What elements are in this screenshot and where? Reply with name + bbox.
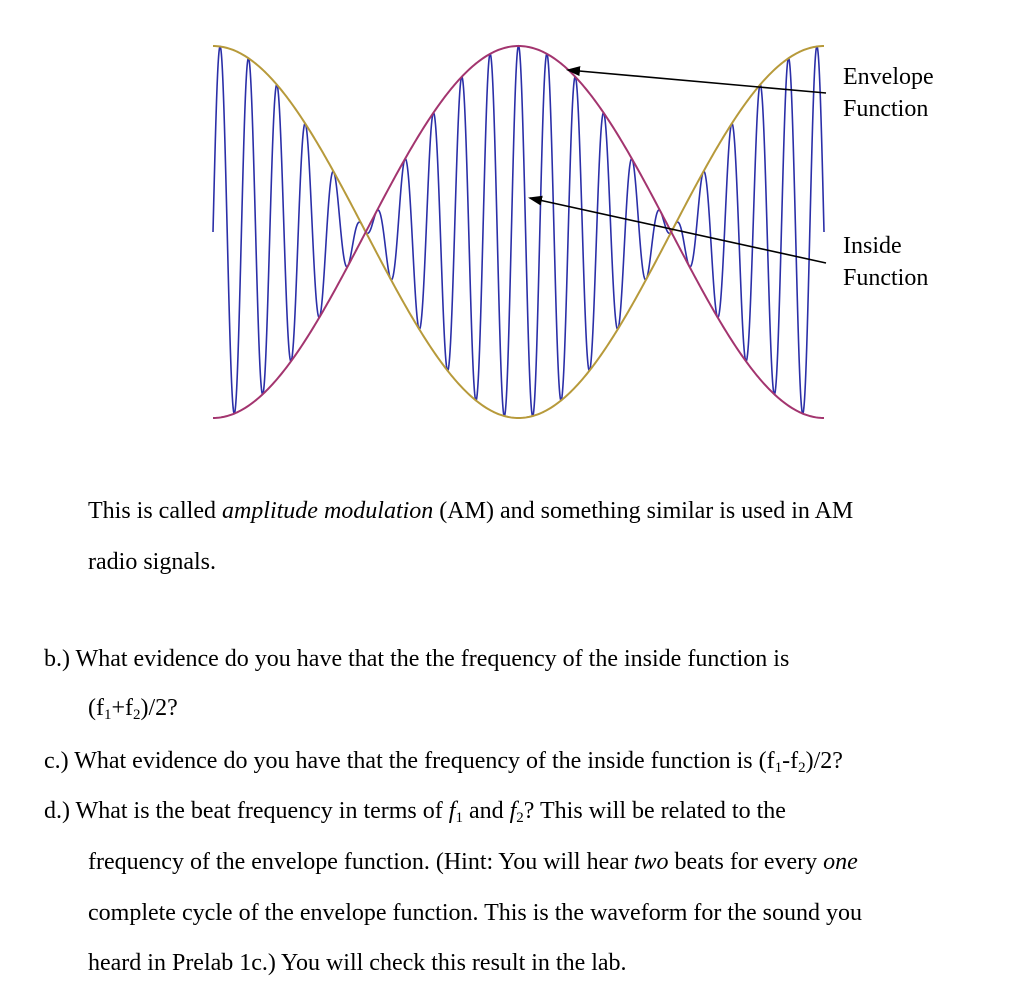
envelope-function-curve-b	[213, 46, 824, 418]
envelope-label-line2: Function	[843, 96, 929, 122]
am-term: amplitude modulation	[221, 498, 434, 524]
inside-function-curve	[213, 46, 824, 416]
question-d-line3: complete cycle of the envelope function. This is the waveform for the sound you	[88, 900, 862, 926]
question-d-line1: d.) What is the beat frequency in terms of $f_1$ and $f_2$? This will be related to the	[44, 798, 786, 826]
intro-line1: This is called amplitude modulation (AM) and something similar is used in AM	[88, 498, 854, 524]
envelope-function-curve-a	[213, 46, 824, 418]
envelope-label	[843, 61, 934, 125]
inside-label	[843, 230, 928, 294]
question-b-line2: $(f_1+f_2)/2$?	[88, 695, 178, 723]
inside-label-line2: Function	[843, 265, 929, 291]
question-d-line4: heard in Prelab 1c.) You will check this result in the lab.	[88, 950, 627, 976]
question-c: c.) What evidence do you have that the frequency of the inside function is $(f_1-f_2)/2$?	[44, 748, 843, 776]
question-d-line2: frequency of the envelope function. (Hint: You will hear two beats for every one	[88, 849, 858, 875]
envelope-label-line1: Envelope	[843, 64, 934, 90]
inside-label-line1: Inside	[843, 233, 902, 259]
intro-line2: radio signals.	[88, 549, 216, 575]
question-b-line1: b.) What evidence do you have that the the frequency of the inside function is	[44, 646, 790, 672]
